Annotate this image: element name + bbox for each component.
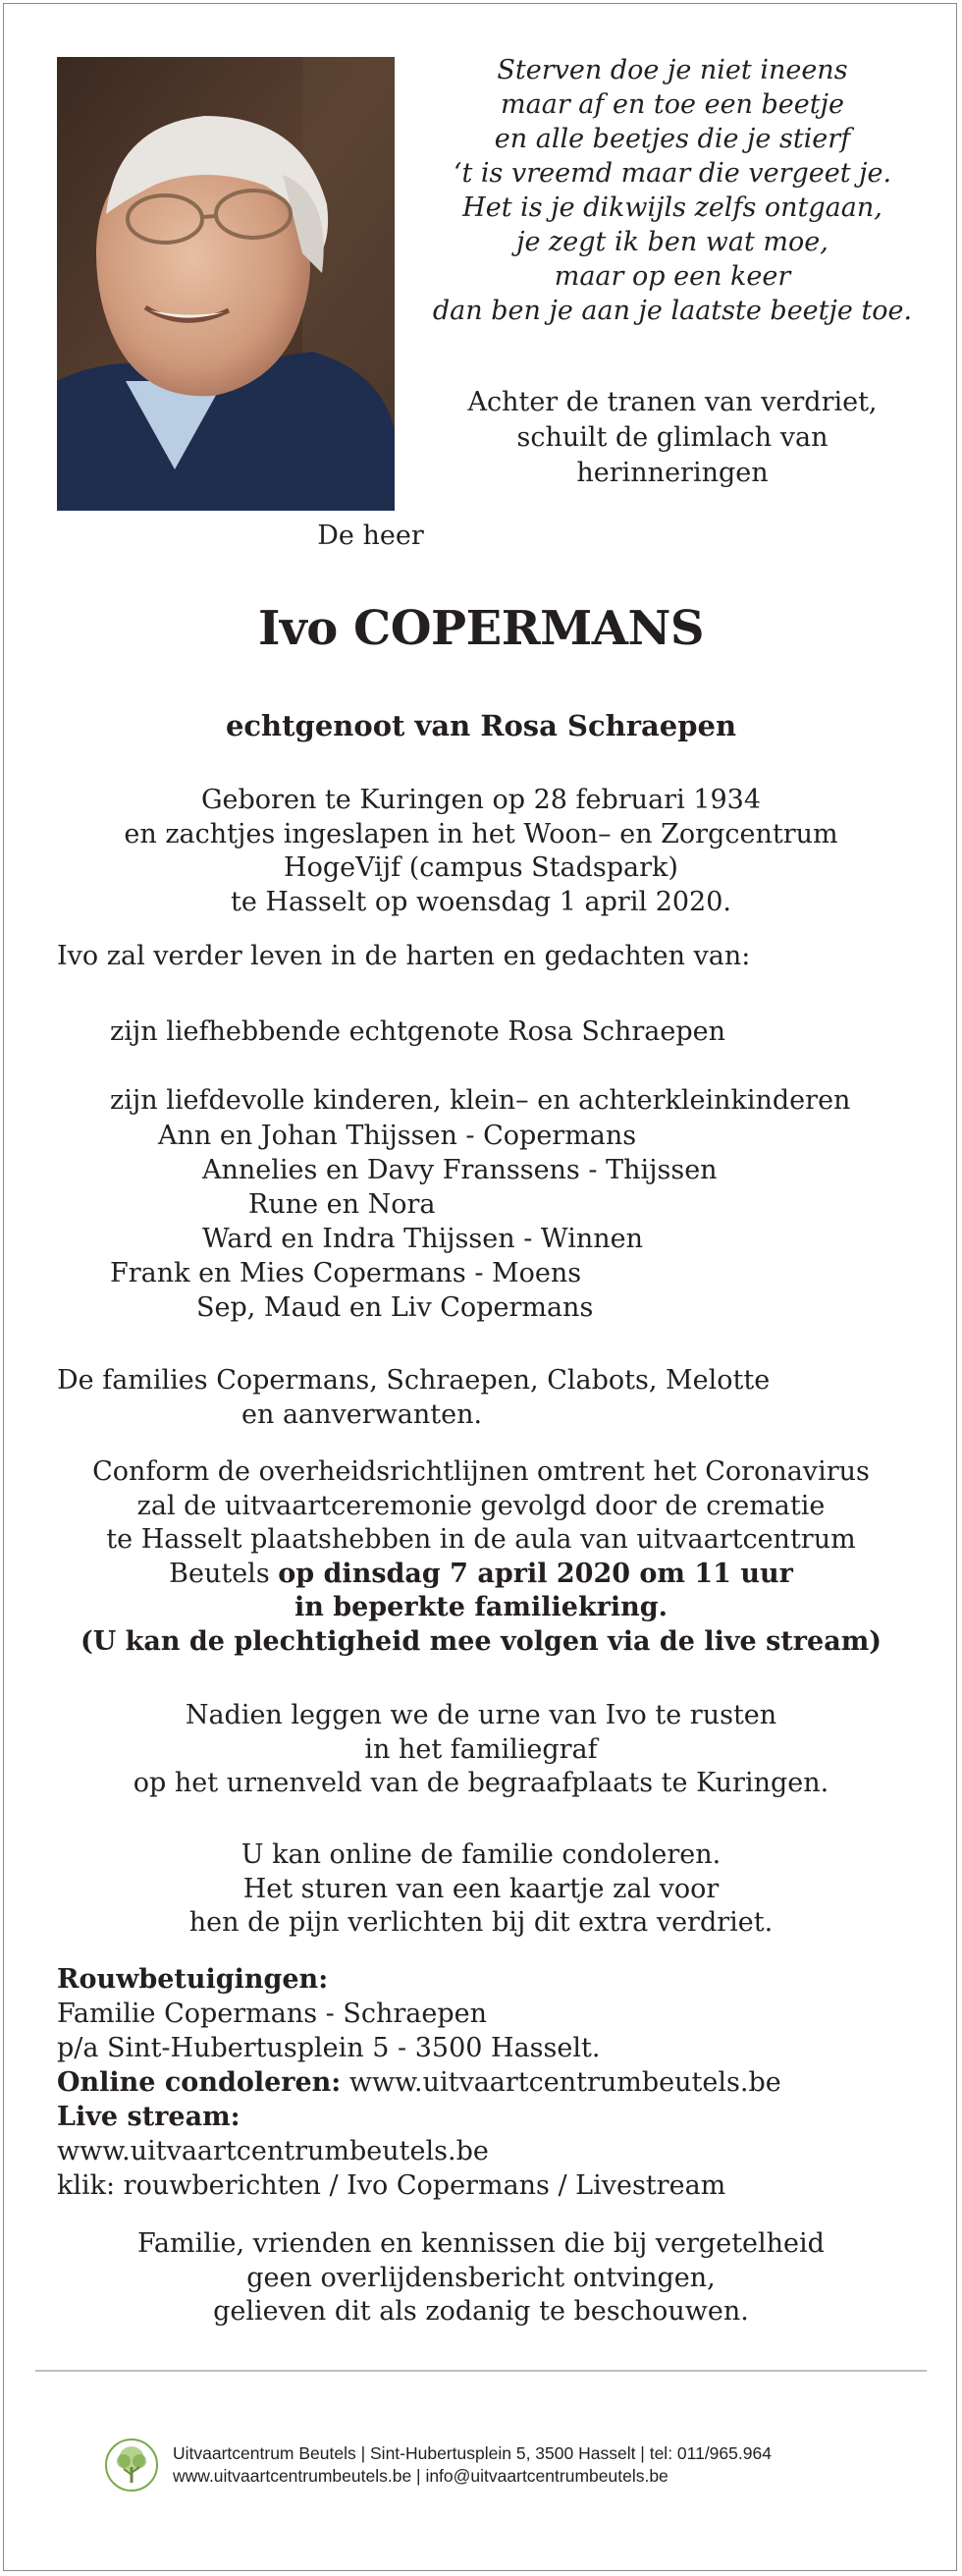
ceremony-line: zal de uitvaartceremonie gevolgd door de crematie: [136, 1490, 826, 1521]
poem-line: Het is je dikwijls zelfs ontgaan,: [462, 192, 882, 223]
rouwbetuigingen-label: Rouwbetuigingen:: [57, 1964, 329, 1995]
poem-line: Sterven doe je niet ineens: [497, 55, 848, 85]
info-line: Geboren te Kuringen op 28 februari 1934: [200, 785, 762, 815]
children-heading: zijn liefdevolle kinderen, klein– en achterkleinkinderen: [110, 1085, 851, 1116]
poem: [422, 53, 923, 328]
urn-line: op het urnenveld van de begraafplaats te Kuringen.: [133, 1768, 829, 1798]
poem-line: en alle beetjes die je stierf: [494, 124, 851, 154]
salutation: De heer: [317, 521, 424, 551]
closing-line: gelieven dit als zodanig te beschouwen.: [213, 2296, 749, 2327]
birth-death-info: [0, 784, 962, 919]
family-member: Ward en Indra Thijssen - Winnen: [202, 1224, 643, 1254]
wife-line: zijn liefhebbende echtgenote Rosa Schraepen: [110, 1016, 726, 1047]
info-line: te Hasselt op woensdag 1 april 2020.: [231, 886, 731, 917]
family-member: Sep, Maud en Liv Copermans: [196, 1292, 594, 1323]
footer-info: [173, 2442, 772, 2488]
urn-info: [0, 1699, 962, 1801]
closing-line: Familie, vrienden en kennissen die bij vergetelheid: [137, 2228, 825, 2259]
urn-line: Nadien leggen we de urne van Ivo te rusten: [185, 1700, 777, 1730]
ceremony-date: op dinsdag 7 april 2020 om 11 uur: [278, 1558, 793, 1589]
poem-line: je zegt ik ben wat moe,: [516, 227, 828, 257]
quote-line: herinneringen: [576, 458, 769, 488]
condolence-line: Het sturen van een kaartje zal voor: [242, 1873, 720, 1904]
info-line: en zachtjes ingeslapen in het Woon– en Zorgcentrum: [124, 818, 838, 850]
closing-note: [0, 2227, 962, 2329]
tree-logo-icon: [104, 2438, 159, 2493]
family-member: Frank en Mies Copermans - Moens: [110, 1258, 582, 1288]
footer-web-email[interactable]: www.uitvaartcentrumbeutels.be | info@uitvaartcentrumbeutels.be: [173, 2466, 668, 2486]
family-member: Ann en Johan Thijssen - Copermans: [158, 1121, 637, 1151]
livestream-path: klik: rouwberichten / Ivo Copermans / Livestream: [57, 2170, 726, 2201]
poem-line: maar af en toe een beetje: [501, 89, 844, 120]
poem-line: maar op een keer: [554, 261, 791, 292]
families-line: De families Copermans, Schraepen, Clabots, Melotte: [57, 1365, 771, 1396]
livestream-label: Live stream:: [57, 2102, 240, 2132]
closing-line: geen overlijdensbericht ontvingen,: [246, 2262, 716, 2293]
livestream-link[interactable]: www.uitvaartcentrumbeutels.be: [57, 2136, 489, 2166]
ceremony-place: Beutels: [169, 1558, 279, 1589]
condolence-line: hen de pijn verlichten bij dit extra verdriet.: [188, 1907, 774, 1938]
footer-divider: [35, 2370, 927, 2372]
remembrance-intro: Ivo zal verder leven in de harten en gedachten van:: [57, 941, 751, 971]
ceremony-line: [0, 1558, 962, 1592]
info-line: HogeVijf (campus Stadspark): [284, 852, 678, 883]
quote-line: schuilt de glimlach van: [516, 422, 828, 453]
footer-address: Uitvaartcentrum Beutels | Sint-Hubertusplein 5, 3500 Hasselt | tel: 011/965.964: [173, 2443, 772, 2463]
ceremony-line: te Hasselt plaatshebben in de aula van uitvaartcentrum: [106, 1524, 856, 1555]
ceremony-info: [0, 1455, 962, 1659]
contact-address: p/a Sint-Hubertusplein 5 - 3500 Hasselt.: [57, 2033, 601, 2063]
quote: [422, 385, 923, 491]
condolence-info: [0, 1838, 962, 1941]
online-condolence: [57, 2067, 781, 2098]
quote-line: Achter de tranen van verdriet,: [467, 387, 878, 417]
families-line: en aanverwanten.: [241, 1399, 483, 1430]
poem-line: dan ben je aan je laatste beetje toe.: [432, 296, 913, 326]
condolence-line: U kan online de familie condoleren.: [240, 1839, 722, 1870]
portrait-photo: [57, 57, 395, 511]
poem-line: ‘t is vreemd maar die vergeet je.: [453, 158, 892, 189]
family-member: Rune en Nora: [248, 1189, 436, 1220]
spouse-line: echtgenoot van Rosa Schraepen: [225, 709, 737, 742]
online-condolence-label: Online condoleren:: [57, 2067, 342, 2098]
online-condolence-link[interactable]: www.uitvaartcentrumbeutels.be: [341, 2067, 781, 2098]
urn-line: in het familiegraf: [364, 1733, 598, 1765]
ceremony-livestream-note: (U kan de plechtigheid mee volgen via de live stream): [80, 1625, 882, 1657]
ceremony-line: Conform de overheidsrichtlijnen omtrent het Coronavirus: [92, 1456, 870, 1487]
ceremony-line: in beperkte familiekring.: [294, 1592, 668, 1622]
family-member: Annelies en Davy Franssens - Thijssen: [202, 1155, 718, 1185]
deceased-name: Ivo COPERMANS: [257, 601, 705, 656]
contact-family: Familie Copermans - Schraepen: [57, 1999, 488, 2029]
